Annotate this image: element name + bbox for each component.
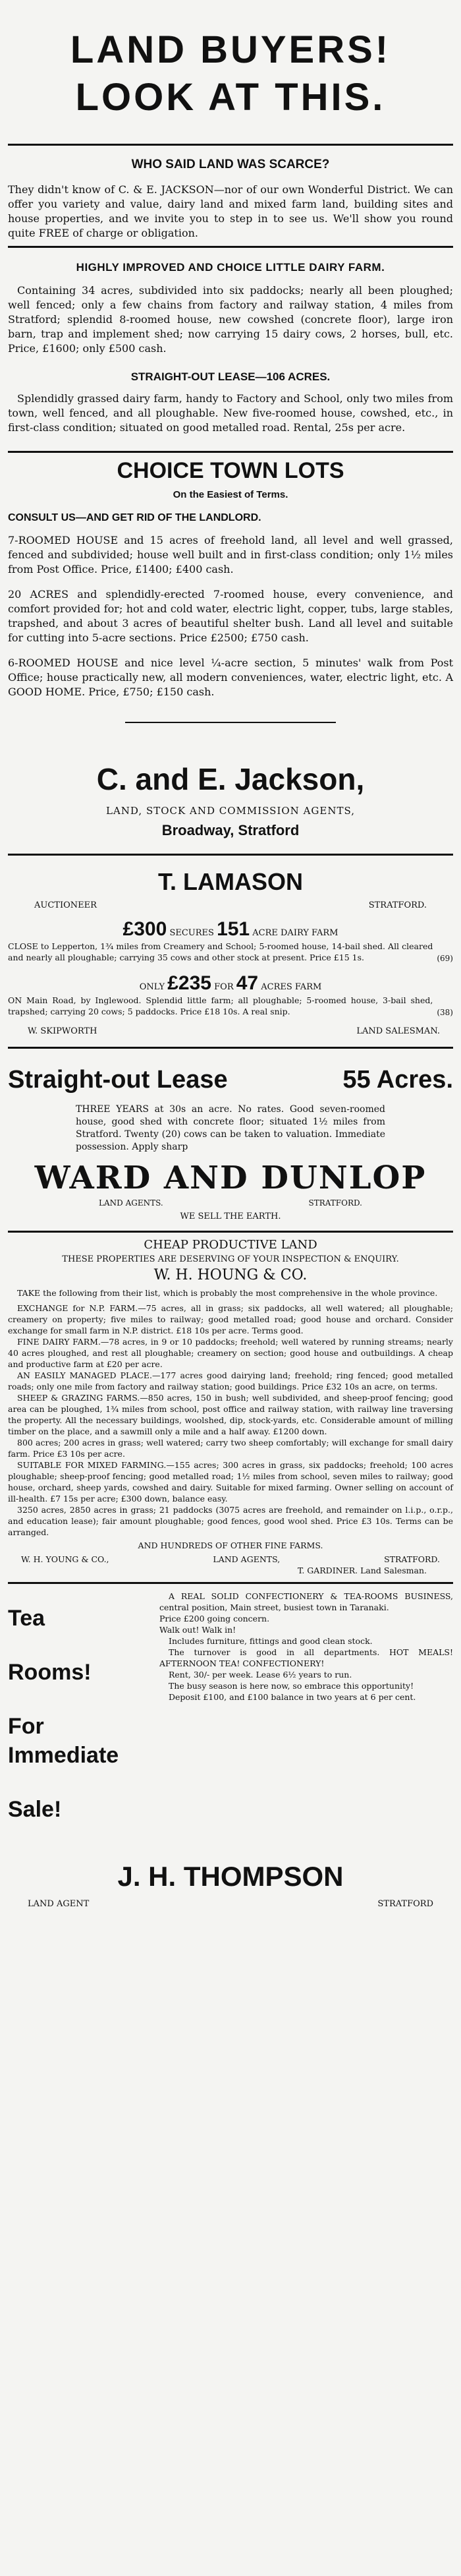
young-listing: 800 acres; 200 acres in grass; well watered; carry two sheep comfortably; will exchange for small dairy farm. Price £3 10s per acre. <box>8 1438 453 1459</box>
wd-role: LAND AGENTS. <box>99 1198 163 1208</box>
ad1-kind: ACRE DAIRY FARM <box>252 928 339 938</box>
rooms-word: Rooms! <box>8 1660 92 1685</box>
divider <box>8 246 453 248</box>
young-subtitle: THESE PROPERTIES ARE DESERVING OF YOUR INSPECTION & ENQUIRY. <box>62 1254 399 1264</box>
ad2-acres: 47 <box>236 972 259 994</box>
tea-rooms-body <box>159 1591 453 1849</box>
town-lot-2: 20 ACRES and splendidly-erected 7-roomed house, every convenience, and comfort provided for; hot and cold water, electric light, copper, tubs, large stables, trapshed, and about 3 acres of beautiful shelter bush. Land all level and suitable for cutting into 5-acre sections. Price £2500; £750 cash. <box>8 588 453 644</box>
thompson-name: J. H. THOMPSON <box>117 1861 344 1892</box>
young-salesman-row <box>8 1566 453 1575</box>
young-listing: EXCHANGE for N.P. FARM.—75 acres, all in grass; six paddocks, all well watered; all ploughable; creamery on property; five miles to railway; good metalled road; good house and orchard. Consider exchange for small farm in N.P. district. £18 10s per acre. Terms good. <box>8 1303 453 1335</box>
lamason-role-row <box>8 900 453 910</box>
dairy-farm-title: HIGHLY IMPROVED AND CHOICE LITTLE DAIRY FARM. <box>76 261 385 274</box>
young-name: W. H. HOUNG & CO. <box>153 1267 308 1283</box>
thompson-role: LAND AGENT <box>28 1899 90 1909</box>
lease-title: STRAIGHT-OUT LEASE—106 ACRES. <box>130 370 331 383</box>
divider <box>125 722 336 723</box>
ad1-number: (69) <box>437 954 453 963</box>
lamason-salesman-row <box>8 1026 453 1036</box>
intro-paragraph: They didn't know of C. & E. JACKSON—nor of our own Wonderful District. We can offer you variety and value, dairy land and mixed farm land, building sites and house properties, and we invite you to step in to see us. We'll show you round quite FREE of charge or obligation. <box>8 183 453 239</box>
lamason-ad1 <box>8 941 453 963</box>
tea-line: The busy season is here now, so embrace this opportunity! <box>169 1681 414 1691</box>
jackson-name: C. and E. Jackson, <box>96 762 365 796</box>
ad2-number: (38) <box>437 1008 453 1017</box>
tea-line: Price £200 going concern. <box>159 1614 270 1624</box>
ad1-acres: 151 <box>217 918 250 940</box>
salesman-role: LAND SALESMAN. <box>356 1026 440 1036</box>
ad1-secures: SECURES <box>169 928 214 938</box>
divider <box>8 1047 453 1049</box>
town-lot-3: 6-ROOMED HOUSE and nice level ¼-acre section, 5 minutes' walk from Post Office; house practically new, all modern conveniences, water, electric light, etc. A GOOD HOME. Price, £750; £150 cash. <box>8 657 453 698</box>
newspaper-page <box>0 26 461 2576</box>
young-listing: 3250 acres, 2850 acres in grass; 21 paddocks (3075 acres are freehold, and remainder on l.i.p., o.r.p., and education lease); fair amount ploughable; good fences, good wool shed. Price £3 10s. Terms can be arranged. <box>8 1505 453 1537</box>
tea-line: Deposit £100, and £100 balance in two years at 6 per cent. <box>169 1692 416 1702</box>
young-listing: SHEEP & GRAZING FARMS.—850 acres, 150 in bush; well subdivided, and sheep-proof fencing; good area can be ploughed, 1¾ miles from school, post office and railway station, with railway line traversing the property. All the necessary buildings, woolshed, dip, stock-yards, etc. Considerable amount of milling timber on the place, and a sawmill only a mile and a half away. £1200 down. <box>8 1393 453 1436</box>
young-listing: AN EASILY MANAGED PLACE.—177 acres good dairying land; freehold; ring fenced; good metalled roads; only one mile from factory and railway station; good buildings. Price £32 10s an acre, on terms. <box>8 1370 453 1391</box>
tea-line: A REAL SOLID CONFECTIONERY & TEA-ROOMS BUSINESS, central position, Main street, busiest town in Taranaki. <box>159 1591 453 1612</box>
town-lot-1: 7-ROOMED HOUSE and 15 acres of freehold land, all level and well grassed, fenced and subdivided; house well built and in first-class condition; only 1½ miles from Post Office. Price, £1400; £400 cash. <box>8 534 453 575</box>
tea-line: Rent, 30/- per week. Lease 6½ years to run. <box>169 1670 352 1680</box>
ad2-for: FOR <box>214 982 234 992</box>
young-intro: TAKE the following from their list, which is probably the most comprehensive in the whole province. <box>17 1288 438 1298</box>
tea-line: The turnover is good in all departments. HOT MEALS! AFTERNOON TEA! CONFECTIONERY! <box>159 1647 453 1668</box>
lamason-ad2-heading <box>8 972 453 995</box>
young-foot <box>8 1554 453 1564</box>
jackson-subtitle: LAND, STOCK AND COMMISSION AGENTS, <box>106 805 355 817</box>
ad2-kind: ACRES FARM <box>261 982 322 992</box>
young-listing: FINE DAIRY FARM.—78 acres, in 9 or 10 paddocks; freehold; well watered by running streams; nearly 40 acres ploughed, and rest all ploughable; creamery on section; good house and outbuildings. A cheap and productive farm at £20 per acre. <box>8 1337 453 1369</box>
jackson-place: Broadway, Stratford <box>161 822 300 838</box>
ward-dunlop-slogan: WE SELL THE EARTH. <box>180 1212 281 1221</box>
young-listings <box>8 1303 453 1538</box>
ad1-price: £300 <box>122 918 167 940</box>
divider <box>8 451 453 453</box>
town-lots-subtitle: On the Easiest of Terms. <box>173 489 288 500</box>
young-foot-role: LAND AGENTS, <box>213 1554 281 1564</box>
salesman-name: W. SKIPWORTH <box>28 1026 97 1036</box>
tea-line: Includes furniture, fittings and good clean stock. <box>169 1636 373 1646</box>
tea-word: Tea <box>8 1606 45 1631</box>
young-salesman: T. GARDINER. Land Salesman. <box>297 1566 427 1575</box>
ward-dunlop-heading <box>8 1066 453 1094</box>
lamason-town: STRATFORD. <box>368 900 427 910</box>
ward-dunlop-foot <box>99 1198 362 1208</box>
question-heading: WHO SAID LAND WAS SCARCE? <box>131 158 330 171</box>
thompson-town: STRATFORD <box>377 1899 433 1909</box>
headline-look-at-this: LOOK AT THIS. <box>75 76 386 119</box>
wd-town: STRATFORD. <box>308 1198 362 1208</box>
lamason-name: T. LAMASON <box>158 868 303 895</box>
sale-word: Sale! <box>8 1797 62 1822</box>
ward-dunlop-name: WARD AND DUNLOP <box>34 1159 427 1196</box>
thompson-foot <box>8 1899 453 1909</box>
ad2-only: ONLY <box>139 982 165 992</box>
divider <box>8 1231 453 1233</box>
divider <box>8 854 453 856</box>
dairy-farm-body: Containing 34 acres, subdivided into six paddocks; nearly all been ploughed; well fenced; only a few chains from factory and railway station, 4 miles from Stratford; splendid 8-roomed house, new cowshed (concrete floor), large iron barn, trap and implement shed; now carrying 15 dairy cows, 2 horses, bull, etc. Price, £1600; only £500 cash. <box>8 284 453 355</box>
ad2-price: £235 <box>167 972 211 994</box>
lamason-role: AUCTIONEER <box>34 900 97 910</box>
lease-body: Splendidly grassed dairy farm, handy to Factory and School, only two miles from town, well fenced, and all ploughable. New five-roomed house, cowshed, etc., in first-class condition; situated on good metalled road. Rental, 25s per acre. <box>8 392 453 434</box>
consult-line: CONSULT US—AND GET RID OF THE LANDLORD. <box>8 512 261 523</box>
ad2-body: ON Main Road, by Inglewood. Splendid little farm; all ploughable; 5-roomed house, 3-bail shed, trapshed; carrying 20 cows; 5 paddocks. Price £18 10s. A real snip. <box>8 995 433 1016</box>
lamason-ad1-heading <box>8 918 453 941</box>
divider <box>8 1582 453 1584</box>
ad1-body: CLOSE to Lepperton, 1¾ miles from Creamery and School; 5-roomed house, 14-bail shed. All cleared and nearly all ploughable; carrying 35 cows and other stock at present. Price £15 1s. <box>8 941 433 962</box>
town-lots-title: CHOICE TOWN LOTS <box>117 458 344 483</box>
tea-rooms-heading <box>8 1591 159 1849</box>
young-listing: SUITABLE FOR MIXED FARMING.—155 acres; 300 acres in grass, six paddocks; freehold; 100 acres ploughable; sheep-proof fencing; good metalled road; 1½ miles from school, seven miles to railway; good house, orchard, sheep yards, cowshed and dairy. Suitable for mixed farming. Owner selling on account of ill-health. £7 15s per acre; £300 down, balance easy. <box>8 1460 453 1504</box>
divider <box>8 144 453 146</box>
young-foot-town: STRATFORD. <box>384 1554 440 1564</box>
young-title: CHEAP PRODUCTIVE LAND <box>144 1238 317 1252</box>
for-immediate-word: For Immediate <box>8 1714 119 1768</box>
lamason-ad2 <box>8 995 453 1017</box>
young-more: AND HUNDREDS OF OTHER FINE FARMS. <box>138 1540 323 1550</box>
wd-head-right: 55 Acres. <box>342 1066 453 1094</box>
tea-line: Walk out! Walk in! <box>159 1625 236 1635</box>
headline-land-buyers: LAND BUYERS! <box>70 28 391 71</box>
wd-head-left: Straight-out Lease <box>8 1066 228 1094</box>
ward-dunlop-body: THREE YEARS at 30s an acre. No rates. Good seven-roomed house, good shed with concrete floor; situated 1½ miles from Stratford. Twenty (20) cows can be taken to valuation. Immediate possession. Apply sharp <box>76 1104 385 1152</box>
tea-rooms-ad <box>8 1591 453 1849</box>
young-foot-name: W. H. YOUNG & CO., <box>21 1554 109 1564</box>
